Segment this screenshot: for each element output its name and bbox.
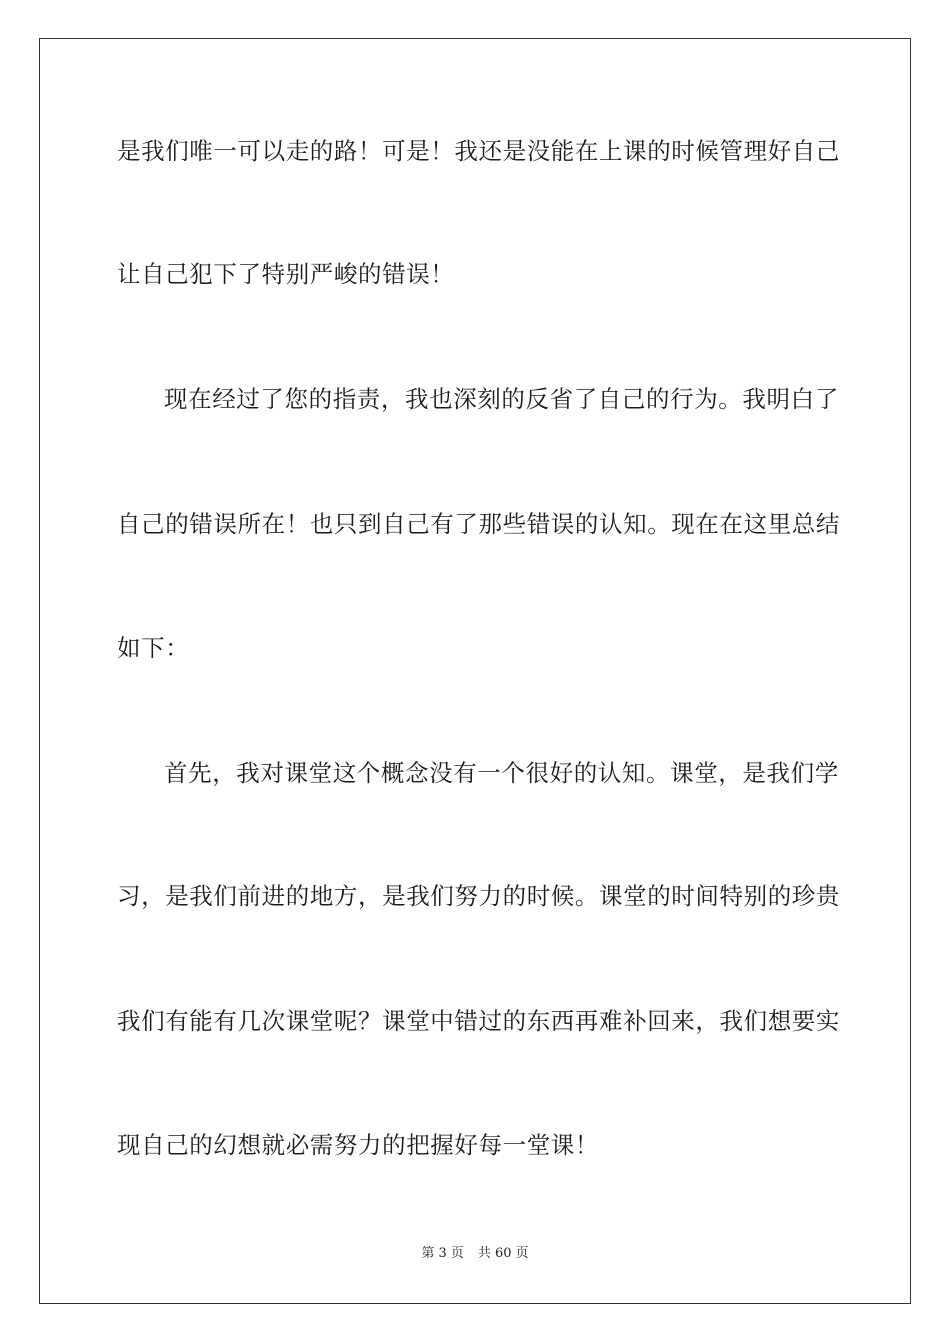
page-footer (0, 1245, 950, 1263)
page-border (39, 38, 911, 1304)
paragraph-start-line: 首先，我对课堂这个概念没有一个很好的认知。课堂，是我们学 (164, 759, 839, 787)
body-text-line: 如下： (117, 634, 190, 662)
paragraph-start-line: 现在经过了您的指责，我也深刻的反省了自己的行为。我明白了 (164, 385, 839, 413)
body-text-line: 我们有能有几次课堂呢？课堂中错过的东西再难补回来，我们想要实 (117, 1007, 840, 1035)
page-total: 共 60 页 (477, 1246, 529, 1261)
page-number: 第 3 页 (421, 1246, 464, 1261)
body-text-line: 习，是我们前进的地方，是我们努力的时候。课堂的时间特别的珍贵 (117, 882, 840, 910)
body-text-line: 自己的错误所在！也只到自己有了那些错误的认知。现在在这里总结 (117, 510, 840, 538)
body-text-line: 让自己犯下了特别严峻的错误！ (117, 260, 455, 288)
body-text-line: 是我们唯一可以走的路！可是！我还是没能在上课的时候管理好自己 (117, 137, 840, 165)
body-text-line: 现自己的幻想就必需努力的把握好每一堂课！ (117, 1131, 599, 1159)
